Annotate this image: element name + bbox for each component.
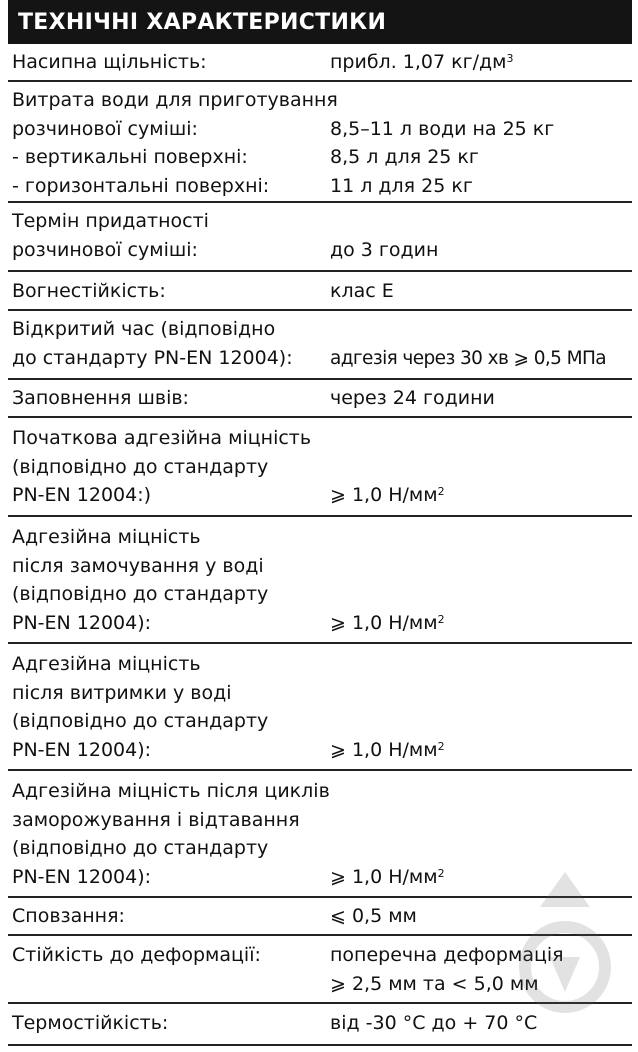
spec-label: після замочування у воді [12, 554, 264, 577]
spec-label: (відповідно до стандарту [12, 837, 269, 859]
spec-label: PN-EN 12004): [12, 738, 152, 761]
spec-value: ⩽ 0,5 мм [330, 905, 417, 927]
spec-label: Початкова адгезійна міцність [12, 427, 312, 449]
superscript: 3 [506, 52, 514, 65]
spec-value: від -30 °C до + 70 °C [330, 1012, 538, 1034]
spec-line [8, 172, 632, 201]
spec-line [8, 834, 632, 863]
spec-value: ⩾ 1,0 $Н/мм^2$ [330, 865, 445, 888]
spec-line [8, 580, 632, 609]
spec-label: Насипна щільність: [12, 51, 207, 73]
spec-line [8, 777, 632, 806]
spec-value: до 3 годин [330, 238, 439, 261]
spec-label: після витримки у воді [12, 681, 232, 704]
spec-label: PN-EN 12004:) [12, 484, 152, 506]
section-title: ТЕХНІЧНІ ХАРАКТЕРИСТИКИ [18, 9, 387, 35]
spec-row [8, 44, 632, 82]
spec-label: до стандарту PN-EN 12004): [12, 346, 293, 369]
spec-line [8, 453, 632, 482]
spec-value: ⩾ 1,0 $Н/мм^2$ [330, 484, 445, 506]
spec-value: клас E [330, 280, 394, 302]
spec-row [8, 311, 632, 380]
spec-line [8, 344, 632, 373]
spec-line [8, 679, 632, 708]
spec-line [8, 806, 632, 835]
spec-value: адгезія через 30 хв ⩾ 0,5 МПа [330, 347, 607, 369]
spec-label: Адгезійна міцність [12, 653, 201, 675]
spec-line [8, 609, 632, 638]
spec-label: заморожування і відтавання [12, 808, 300, 831]
spec-line [8, 48, 632, 77]
spec-label: - вертикальні поверхні: [12, 146, 248, 168]
spec-line [8, 143, 632, 172]
spec-value: прибл. 1,07 $кг/дм^3$ [330, 51, 514, 73]
spec-value: ⩾ 1,0 $Н/мм^2$ [330, 738, 445, 761]
spec-row [8, 82, 632, 203]
spec-line [8, 86, 632, 115]
spec-line [8, 315, 632, 344]
spec-line [8, 384, 632, 413]
spec-label: Термостійкість: [12, 1012, 169, 1034]
spec-value: 8,5–11 л води на 25 кг [330, 117, 555, 140]
spec-label: Сповзання: [12, 905, 125, 927]
watermark-logo-icon [510, 862, 620, 1032]
superscript: 2 [437, 485, 445, 498]
superscript: 2 [437, 739, 445, 753]
spec-row [8, 203, 632, 272]
spec-line [8, 481, 632, 510]
spec-value: ⩾ 2,5 мм та < 5,0 мм [330, 972, 539, 995]
spec-value: 11 л для 25 кг [330, 174, 473, 197]
spec-row [8, 272, 632, 311]
superscript: 2 [437, 612, 445, 626]
spec-row [8, 517, 632, 644]
spec-label: Заповнення швів: [12, 387, 189, 409]
spec-value: поперечна деформація [330, 944, 564, 966]
spec-line [8, 736, 632, 765]
spec-label: розчинової суміші: [12, 238, 198, 261]
spec-row [8, 644, 632, 771]
spec-label: PN-EN 12004): [12, 611, 152, 634]
spec-line [8, 115, 632, 144]
spec-line [8, 552, 632, 581]
spec-label: (відповідно до стандарту [12, 710, 269, 732]
spec-line [8, 650, 632, 679]
spec-value: ⩾ 1,0 $Н/мм^2$ [330, 611, 445, 634]
spec-line [8, 523, 632, 552]
spec-row [8, 380, 632, 418]
spec-label: Термін придатності [12, 210, 209, 232]
spec-label: - горизонтальні поверхні: [12, 174, 270, 197]
section-header [8, 0, 632, 44]
spec-label: Витрата води для приготування [12, 89, 338, 111]
spec-label: Адгезійна міцність після циклів [12, 780, 330, 802]
spec-label: PN-EN 12004): [12, 865, 152, 888]
spec-value: 8,5 л для 25 кг [330, 146, 479, 168]
spec-label: (відповідно до стандарту [12, 455, 269, 478]
spec-line [8, 277, 632, 306]
spec-value: через 24 години [330, 387, 495, 409]
spec-label: Адгезійна міцність [12, 526, 201, 548]
spec-label: розчинової суміші: [12, 117, 198, 140]
spec-label: (відповідно до стандарту [12, 583, 269, 605]
spec-label: Стійкість до деформації: [12, 944, 261, 966]
spec-label: Вогнестійкість: [12, 280, 166, 302]
superscript: 2 [437, 866, 445, 880]
spec-line [8, 207, 632, 236]
spec-line [8, 424, 632, 453]
spec-line [8, 236, 632, 265]
spec-line [8, 707, 632, 736]
spec-row [8, 418, 632, 517]
spec-label: Відкритий час (відповідно [12, 318, 276, 340]
